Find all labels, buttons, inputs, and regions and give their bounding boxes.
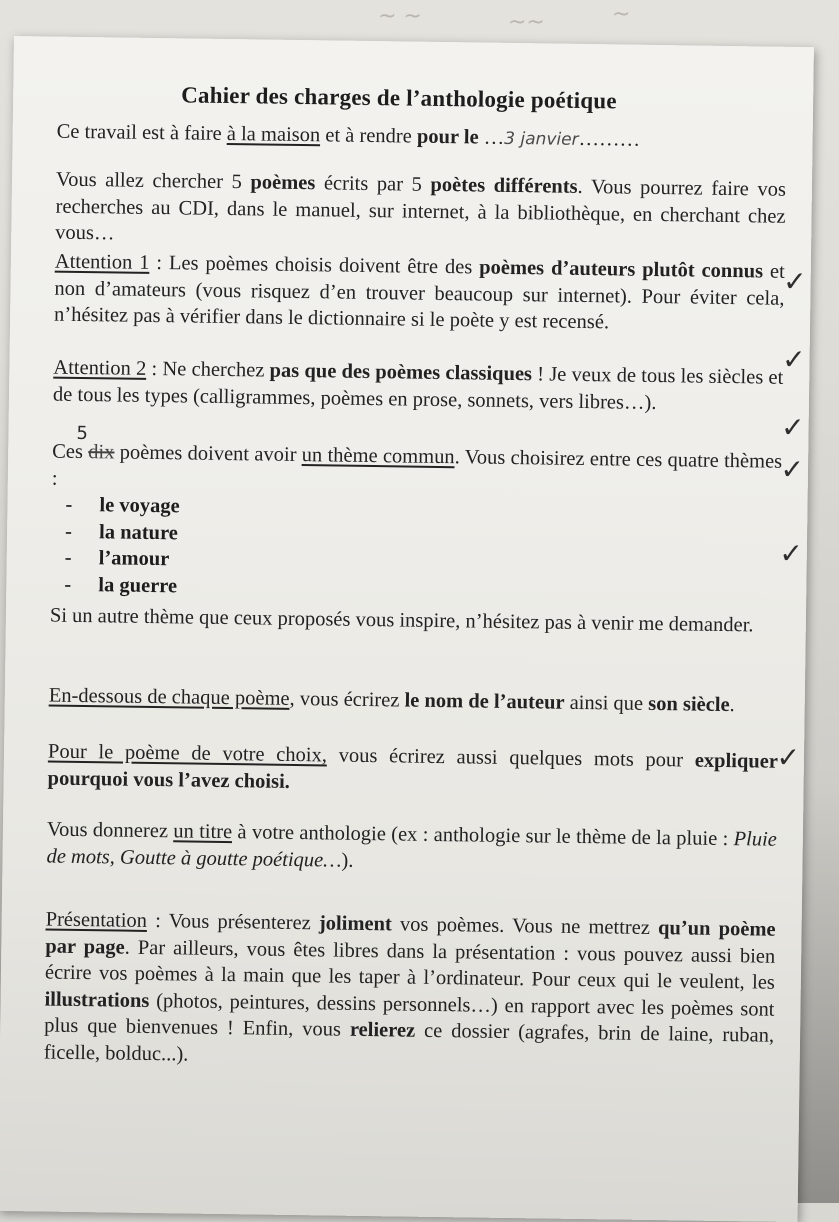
background-scribble: ~~ <box>508 10 545 35</box>
list-item: - le voyage <box>65 493 180 518</box>
document-title: Cahier des charges de l’anthologie poétique <box>181 82 617 114</box>
paragraph-presentation: Présentation : Vous présenterez joliment vos poèmes. Vous ne mettrez qu’un poème par page. Par ailleurs, vous êtes libres dans la présentation : vous pouvez aussi bien écrire vos poèmes à la main que les taper à l’ordinateur. Pour ceux qui le veulent, les illustrations (photos, peintures, dessins personnels…) en rapport avec les poèmes sont plus que bienvenues ! Enfin, vous relierez ce dossier (agrafes, brin de laine, ruban, ficelle, bolduc...). <box>43 908 776 1066</box>
list-item: - la guerre <box>64 573 178 597</box>
paragraph-common-theme: 5 Ces dix poèmes doivent avoir un thème commun. Vous choisirez entre ces quatre thèmes : <box>51 422 783 490</box>
bold-text: pour le <box>416 125 479 149</box>
list-item: - l’amour <box>64 546 170 571</box>
background-scribble: ~ <box>612 2 631 27</box>
margin-check-mark: ✓ <box>780 410 805 445</box>
list-item: - la nature <box>64 520 179 544</box>
paragraph-instructions: Vous allez chercher 5 poèmes écrits par 5 poètes différents. Vous pourrez faire vos recherches au CDI, dans le manuel, sur internet, à la bibliothèque, en cherchant chez vous… <box>55 168 787 245</box>
margin-check-mark: ✓ <box>782 264 807 299</box>
margin-check-mark: ✓ <box>779 536 804 571</box>
underlined-text: à la maison <box>226 122 321 147</box>
background-scribble: ~ ~ <box>378 4 422 29</box>
margin-check-mark: ✓ <box>776 740 801 775</box>
handwritten-date: 3 janvier <box>504 128 579 150</box>
paragraph-other-theme: Si un autre thème que ceux proposés vous inspire, n’hésitez pas à venir me demander. <box>49 604 754 637</box>
paragraph-attention-2: Attention 2 : Ne cherchez pas que des poèmes classiques ! Je veux de tous les siècles et de tous les types (calligrammes, poèmes en prose, sonnets, vers libres…). <box>52 356 784 414</box>
margin-check-mark: ✓ <box>781 342 806 377</box>
paragraph-choice: Pour le poème de votre choix, vous écrirez aussi quelques mots pour expliquer pourquoi vous l’avez choisi. <box>47 740 779 793</box>
paragraph-deadline: Ce travail est à faire à la maison et à rendre pour le …3 janvier……… <box>56 120 641 151</box>
paragraph-attention-1: Attention 1 : Les poèmes choisis doivent être des poèmes d’auteurs plutôt connus et non d’amateurs (vous risquez d’en trouver beaucoup sur internet). Pour éviter cela, n’hésitez pas à vérifier dans le dictionnaire si le poète y est recensé. <box>53 250 785 334</box>
struck-word: dix <box>88 441 115 464</box>
paragraph-title: Vous donnerez un titre à votre anthologie (ex : anthologie sur le thème de la pluie : Pluie de mots, Goutte à goutte poétique…). <box>46 818 778 872</box>
paragraph-author: En-dessous de chaque poème, vous écrirez le nom de l’auteur ainsi que son siècle. <box>48 684 735 717</box>
handwritten-correction: 5 <box>76 422 89 445</box>
margin-check-mark: ✓ <box>780 452 805 487</box>
theme-list <box>64 492 180 600</box>
paper-sheet <box>0 36 814 1222</box>
